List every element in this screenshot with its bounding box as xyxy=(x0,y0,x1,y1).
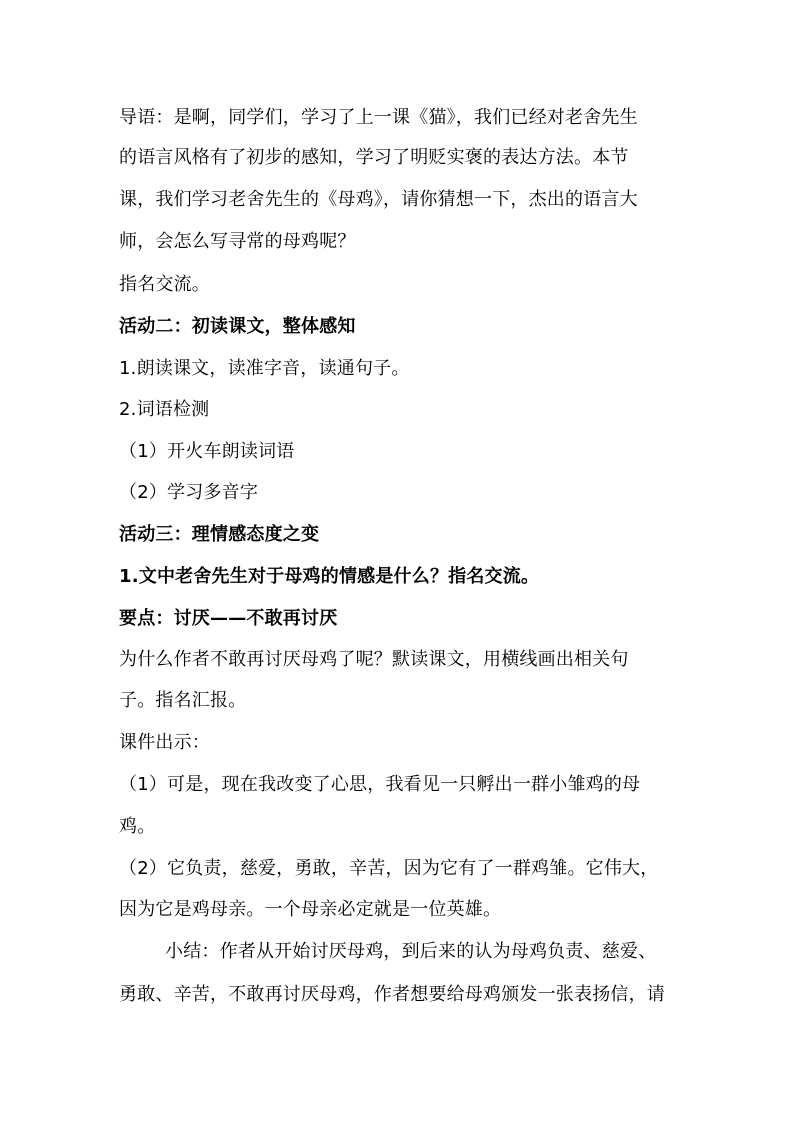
activity-two-sub-1: （1）开火车朗读词语 xyxy=(119,441,295,462)
key-point: 要点：讨厌——不敢再讨厌 xyxy=(119,608,338,629)
question-line-2: 子。指名汇报。 xyxy=(119,690,247,711)
activity-two-sub-2: （2）学习多音字 xyxy=(119,482,259,503)
intro-line-3: 课，我们学习老舍先生的《母鸡》，请你猜想一下，杰出的语言大 xyxy=(119,189,638,210)
quote-1-line-2: 鸡。 xyxy=(119,816,156,837)
intro-line-2: 的语言风格有了初步的感知，学习了明贬实褒的表达方法。本节 xyxy=(119,147,629,168)
activity-three-heading: 活动三：理情感态度之变 xyxy=(119,524,320,545)
intro-line-5: 指名交流。 xyxy=(119,274,210,295)
activity-three-question: 1.文中老舍先生对于母鸡的情感是什么？指名交流。 xyxy=(119,566,540,587)
intro-line-1: 导语：是啊，同学们，学习了上一课《猫》，我们已经对老舍先生 xyxy=(119,107,638,128)
activity-two-heading: 活动二：初读课文，整体感知 xyxy=(119,316,356,337)
activity-two-step-1: 1.朗读课文，读准字音，读通句子。 xyxy=(119,358,410,379)
activity-two-step-2: 2.词语检测 xyxy=(119,399,210,420)
summary-line-2: 勇敢、辛苦，不敢再讨厌母鸡，作者想要给母鸡颁发一张表扬信，请 xyxy=(119,984,665,1005)
quote-2-line-1: （2）它负责，慈爱，勇敢，辛苦，因为它有了一群鸡雏。它伟大， xyxy=(119,858,659,879)
slide-shown-label: 课件出示： xyxy=(119,732,210,753)
quote-1-line-1: （1）可是，现在我改变了心思，我看见一只孵出一群小雏鸡的母 xyxy=(119,774,641,795)
quote-2-line-2: 因为它是鸡母亲。一个母亲必定就是一位英雄。 xyxy=(119,899,502,920)
intro-line-4: 师，会怎么写寻常的母鸡呢？ xyxy=(119,231,356,252)
summary-line-1: 小结：作者从开始讨厌母鸡，到后来的认为母鸡负责、慈爱、 xyxy=(165,941,657,962)
question-line-1: 为什么作者不敢再讨厌母鸡了呢？默读课文，用横线画出相关句 xyxy=(119,649,629,670)
